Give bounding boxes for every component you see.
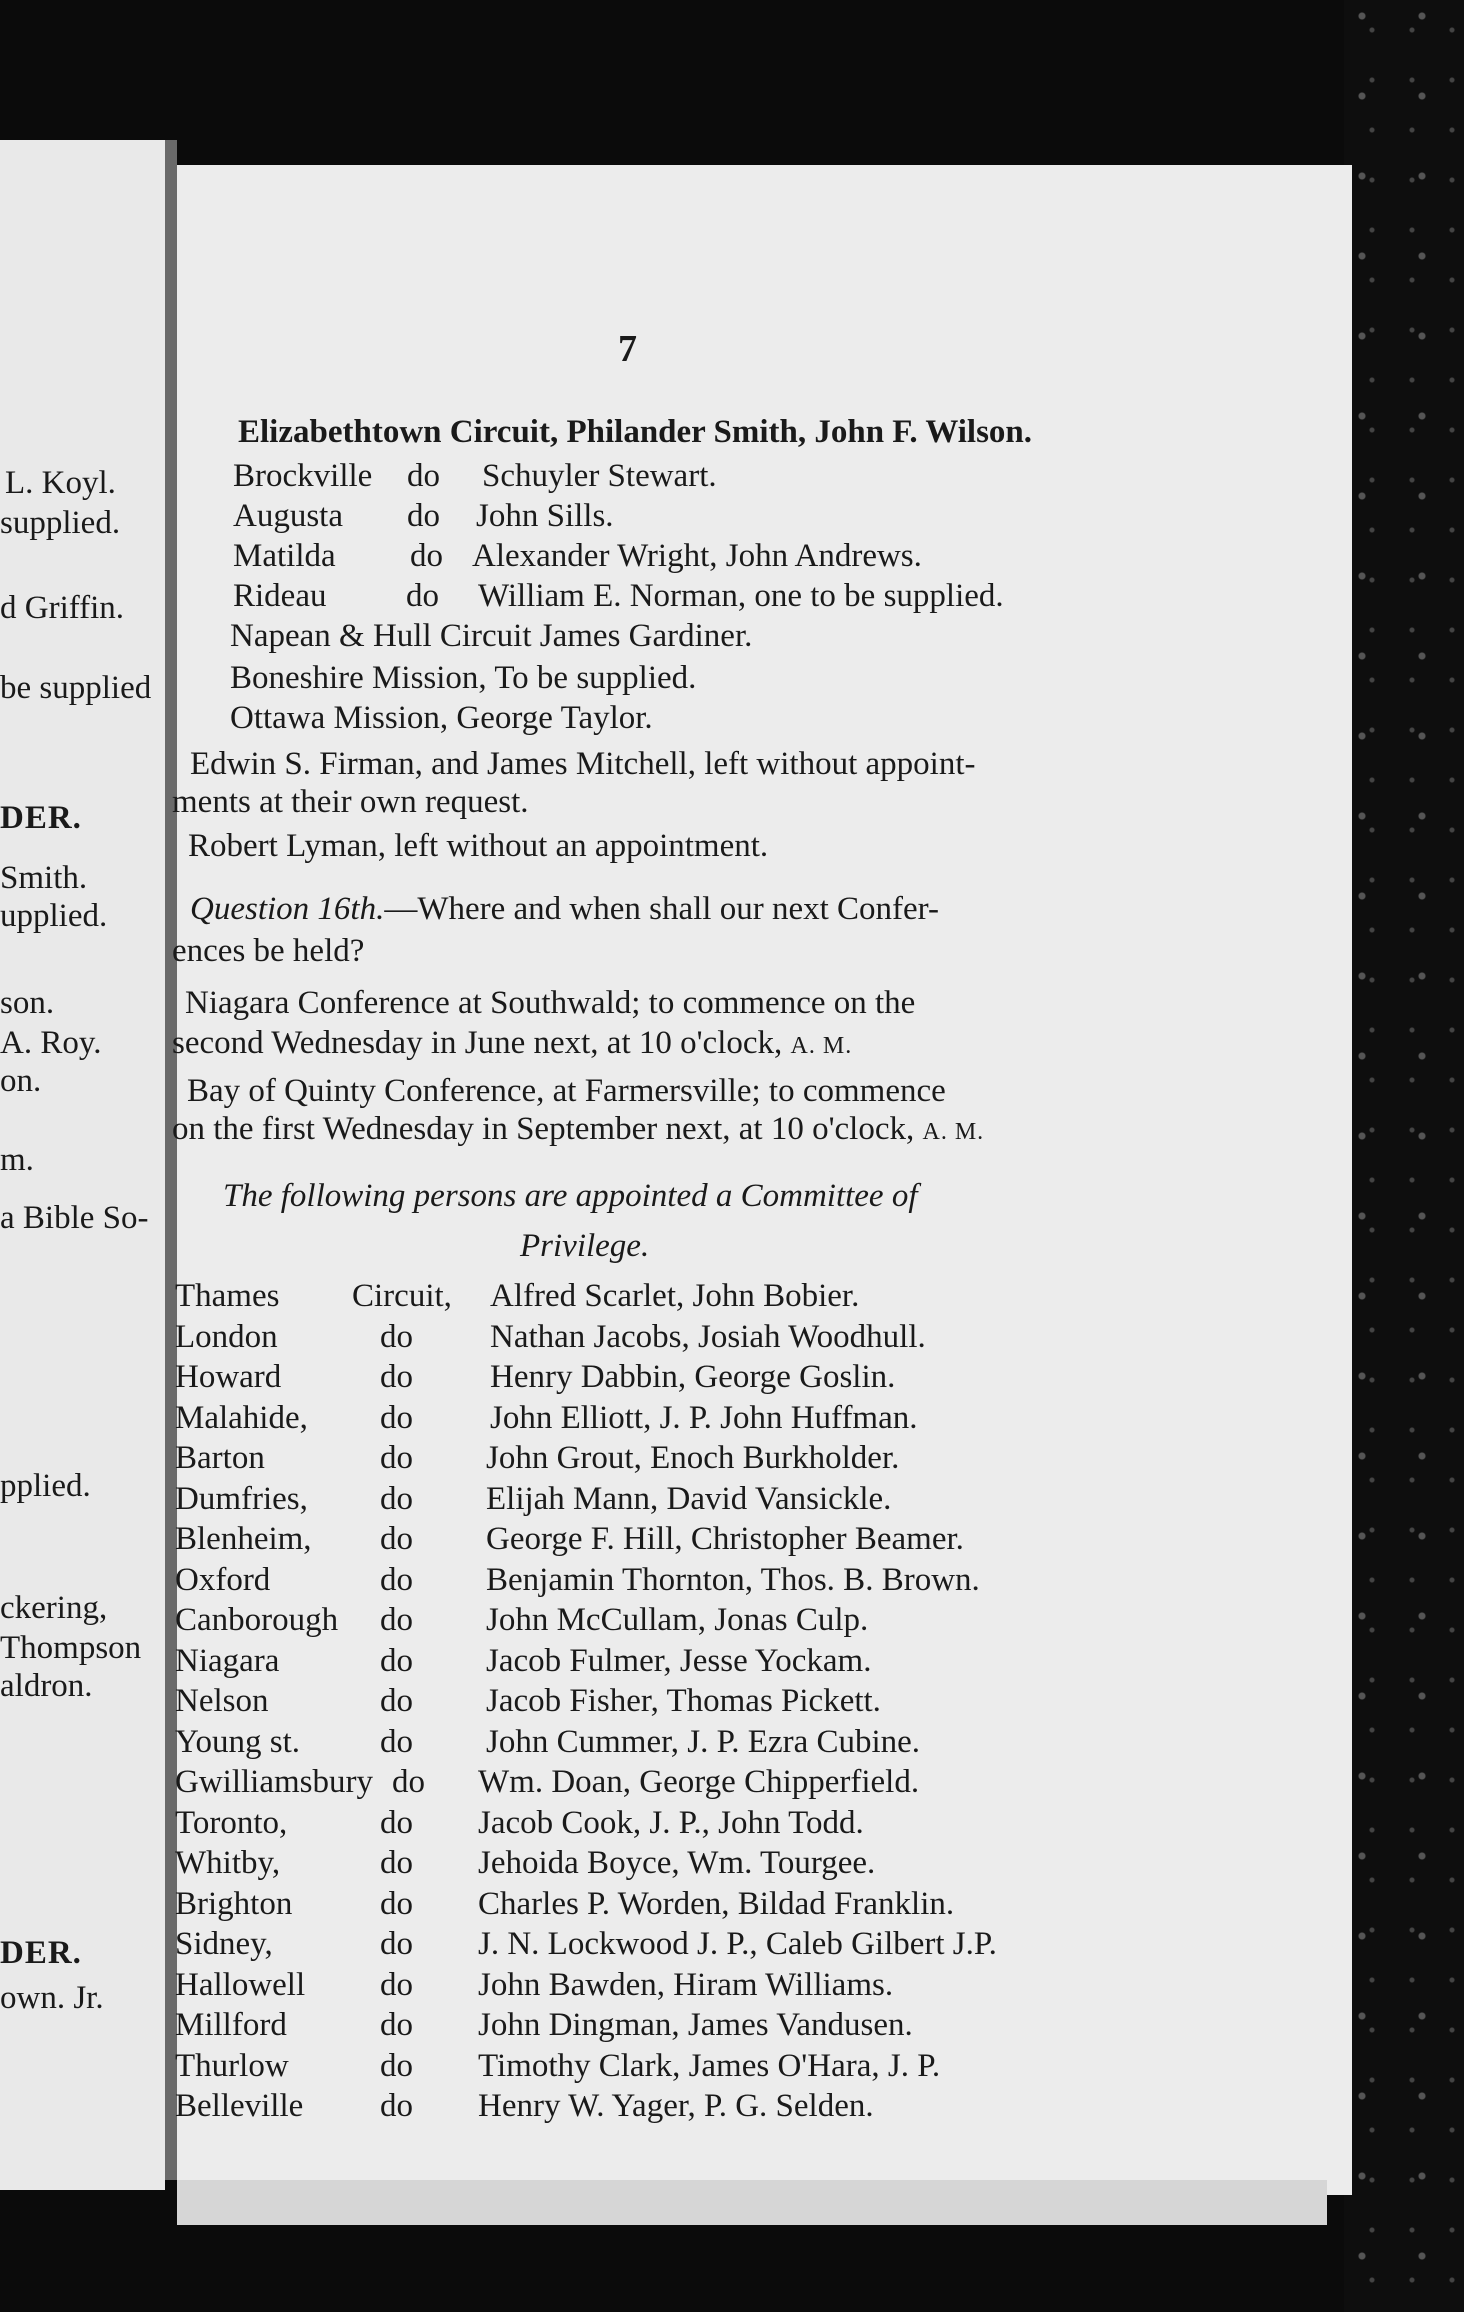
note-line: Robert Lyman, left without an appointment. — [188, 828, 769, 864]
committee-members: John Elliott, J. P. John Huffman. — [490, 1400, 918, 1436]
ditto-mark: do — [407, 498, 440, 534]
ditto-mark: do — [392, 1764, 425, 1800]
committee-heading: The following persons are appointed a Committee of — [223, 1178, 918, 1214]
committee-members: Benjamin Thornton, Thos. B. Brown. — [486, 1562, 980, 1598]
circuit-name: Hallowell — [175, 1967, 306, 2003]
question-label: Question 16th. — [190, 891, 385, 927]
left-fragment: own. Jr. — [0, 1980, 104, 2016]
appointment-line — [230, 662, 696, 695]
ditto-mark: do — [380, 2007, 413, 2043]
left-fragment: son. — [0, 985, 55, 1021]
left-fragment: upplied. — [0, 898, 108, 934]
committee-members: J. N. Lockwood J. P., Caleb Gilbert J.P. — [478, 1926, 997, 1962]
ditto-mark: do — [380, 1724, 413, 1760]
time-suffix: A. M. — [922, 1119, 985, 1145]
ditto-mark: do — [380, 1926, 413, 1962]
committee-members: Henry W. Yager, P. G. Selden. — [478, 2088, 874, 2124]
committee-members: Henry Dabbin, George Goslin. — [490, 1359, 896, 1395]
ditto-mark: do — [406, 578, 439, 614]
ditto-mark: do — [380, 1562, 413, 1598]
left-fragment: a Bible So- — [0, 1200, 149, 1236]
committee-members: Nathan Jacobs, Josiah Woodhull. — [490, 1319, 926, 1355]
left-fragment: be supplied — [0, 670, 152, 706]
conference-line: Bay of Quinty Conference, at Farmersville; to commence — [187, 1073, 946, 1109]
circuit-name: Gwilliamsbury — [175, 1764, 373, 1800]
left-fragment: DER. — [0, 1935, 82, 1971]
appointee-names: Alexander Wright, John Andrews. — [472, 538, 922, 574]
committee-members: Jacob Fisher, Thomas Pickett. — [486, 1683, 881, 1719]
book-cover-edge — [1344, 0, 1464, 2312]
circuit-name: Elizabethtown Circuit, — [238, 414, 559, 450]
time-suffix: A. M. — [790, 1033, 853, 1059]
appointee-names: Philander Smith, John F. Wilson. — [566, 414, 1033, 450]
conference-text: on the first Wednesday in September next, at 10 o'clock, — [172, 1111, 915, 1147]
ditto-mark: do — [410, 538, 443, 574]
committee-members: John Cummer, J. P. Ezra Cubine. — [486, 1724, 921, 1760]
ditto-mark: do — [380, 1602, 413, 1638]
committee-members: Jacob Cook, J. P., John Todd. — [478, 1805, 864, 1841]
appointee-names: William E. Norman, one to be supplied. — [478, 578, 1004, 614]
page-edge — [177, 2180, 1327, 2225]
circuit-name: Belleville — [175, 2088, 304, 2124]
ditto-mark: do — [380, 1845, 413, 1881]
appointment-line — [230, 702, 653, 735]
ditto-mark: do — [380, 1319, 413, 1355]
circuit-name: Millford — [175, 2007, 287, 2043]
committee-members: Timothy Clark, James O'Hara, J. P. — [478, 2048, 941, 2084]
circuit-name: Whitby, — [175, 1845, 281, 1881]
ditto-mark: do — [380, 2048, 413, 2084]
ditto-mark: do — [380, 1481, 413, 1517]
note-line: Edwin S. Firman, and James Mitchell, left without appoint- — [190, 746, 976, 782]
appointee-names: John Sills. — [476, 498, 614, 534]
note-line: ments at their own request. — [172, 784, 529, 820]
ditto-mark: do — [380, 1805, 413, 1841]
circuit-name: Howard — [175, 1359, 282, 1395]
circuit-name: Nelson — [175, 1683, 269, 1719]
ditto-mark: do — [380, 1886, 413, 1922]
committee-heading: Privilege. — [520, 1228, 650, 1264]
ditto-mark: do — [380, 1683, 413, 1719]
committee-members: Elijah Mann, David Vansickle. — [486, 1481, 892, 1517]
question-text: —Where and when shall our next Confer- — [384, 891, 939, 927]
question-line — [190, 893, 939, 926]
ditto-mark: do — [380, 1400, 413, 1436]
conference-line — [172, 1113, 984, 1146]
circuit-name: Toronto, — [175, 1805, 288, 1841]
circuit-name: London — [175, 1319, 278, 1355]
committee-members: Wm. Doan, George Chipperfield. — [478, 1764, 920, 1800]
appointee-names: To be supplied. — [494, 660, 697, 696]
question-line: ences be held? — [172, 933, 365, 969]
circuit-name: Oxford — [175, 1562, 271, 1598]
left-fragment: aldron. — [0, 1668, 93, 1704]
conference-text: second Wednesday in June next, at 10 o'clock, — [172, 1025, 783, 1061]
committee-members: Jacob Fulmer, Jesse Yockam. — [486, 1643, 872, 1679]
committee-members: Alfred Scarlet, John Bobier. — [490, 1278, 860, 1314]
ditto-mark: do — [380, 1643, 413, 1679]
conference-line: Niagara Conference at Southwald; to commence on the — [185, 985, 916, 1021]
circuit-name: Ottawa Mission, — [230, 700, 449, 736]
circuit-name: Canborough — [175, 1602, 339, 1638]
left-fragment: m. — [0, 1142, 34, 1178]
ditto-mark: Circuit, — [352, 1278, 452, 1314]
left-fragment: d Griffin. — [0, 590, 125, 626]
page-number: 7 — [618, 328, 637, 370]
appointment-line — [230, 620, 752, 653]
ditto-mark: do — [380, 1440, 413, 1476]
circuit-name: Rideau — [233, 578, 327, 614]
left-fragment: A. Roy. — [0, 1025, 102, 1061]
ditto-mark: do — [380, 1967, 413, 2003]
conference-line — [172, 1027, 852, 1060]
ditto-mark: do — [380, 1359, 413, 1395]
circuit-name: Blenheim, — [175, 1521, 312, 1557]
circuit-name: Sidney, — [175, 1926, 273, 1962]
committee-members: John Dingman, James Vandusen. — [478, 2007, 913, 2043]
left-fragment: supplied. — [0, 505, 121, 541]
circuit-name: Thurlow — [175, 2048, 289, 2084]
left-fragment: Thompson — [0, 1630, 142, 1666]
circuit-name: Brighton — [175, 1886, 293, 1922]
committee-members: John McCullam, Jonas Culp. — [486, 1602, 869, 1638]
left-fragment: pplied. — [0, 1468, 91, 1504]
left-fragment: on. — [0, 1063, 42, 1099]
ditto-mark: do — [407, 458, 440, 494]
left-fragment: Smith. — [0, 860, 88, 896]
circuit-name: Dumfries, — [175, 1481, 308, 1517]
appointee-names: Schuyler Stewart. — [482, 458, 717, 494]
circuit-name: Malahide, — [175, 1400, 308, 1436]
appointee-names: George Taylor. — [456, 700, 653, 736]
committee-members: John Grout, Enoch Burkholder. — [486, 1440, 900, 1476]
committee-members: George F. Hill, Christopher Beamer. — [486, 1521, 964, 1557]
circuit-name: Napean & Hull Circuit — [230, 618, 532, 654]
circuit-name: Augusta — [233, 498, 343, 534]
ditto-mark: do — [380, 2088, 413, 2124]
left-fragment: L. Koyl. — [5, 465, 116, 501]
left-page — [0, 140, 165, 2190]
left-fragment: ckering, — [0, 1590, 108, 1626]
circuit-name: Thames — [175, 1278, 280, 1314]
committee-members: Charles P. Worden, Bildad Franklin. — [478, 1886, 955, 1922]
circuit-name: Young st. — [175, 1724, 301, 1760]
committee-members: Jehoida Boyce, Wm. Tourgee. — [478, 1845, 876, 1881]
circuit-name: Niagara — [175, 1643, 280, 1679]
appointee-names: James Gardiner. — [539, 618, 753, 654]
committee-members: John Bawden, Hiram Williams. — [478, 1967, 894, 2003]
appointment-line — [238, 416, 1032, 449]
left-fragment: DER. — [0, 800, 82, 836]
ditto-mark: do — [380, 1521, 413, 1557]
circuit-name: Boneshire Mission, — [230, 660, 487, 696]
circuit-name: Barton — [175, 1440, 265, 1476]
circuit-name: Brockville — [233, 458, 373, 494]
circuit-name: Matilda — [233, 538, 336, 574]
